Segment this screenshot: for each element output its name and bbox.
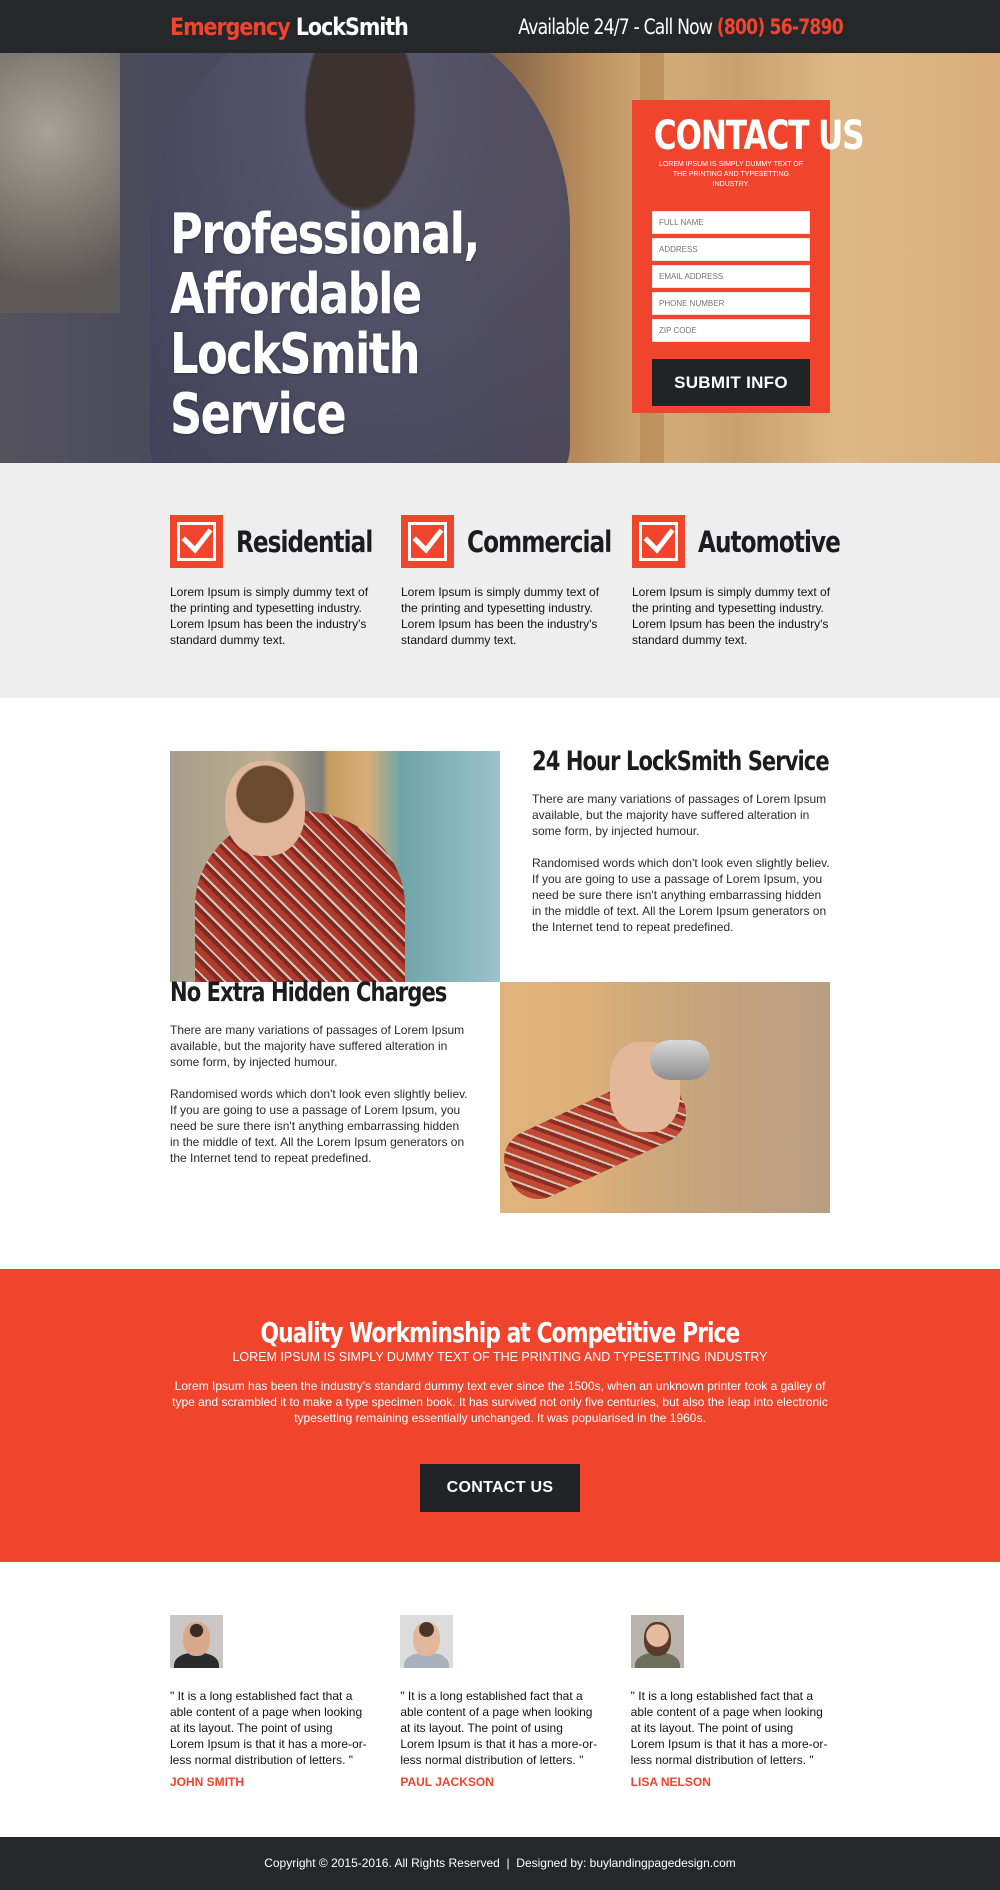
submit-info-button[interactable]: SUBMIT INFO: [652, 359, 810, 406]
testimonial-quote: " It is a long established fact that a able content of a page when looking at its layout. The point of using Lorem Ipsum is that it has a more-or-less normal distribution of letters. ": [630, 1689, 828, 1767]
service-header: [401, 515, 612, 568]
checkbox-icon: [401, 515, 454, 568]
top-header: [0, 0, 1000, 53]
hero-headline-line2: LockSmith Service: [170, 322, 419, 447]
logo-locksmith: LockSmith: [295, 12, 408, 41]
feature-paragraph: Randomised words which don't look even slightly believ. If you are going to use a passage of Lorem Ipsum, you need be sure there isn't anything embarrassing hidden in the middle of text. All the Lorem Ipsum generators on the Internet tend to repeat predefined.: [170, 1087, 468, 1165]
feature-paragraph: There are many variations of passages of Lorem Ipsum available, but the majority have suffered alteration in some form, by injected humour.: [170, 1023, 465, 1069]
services-section: [0, 463, 1000, 698]
service-header: [170, 515, 373, 568]
avatar: [631, 1615, 684, 1668]
cta-subtitle: LOREM IPSUM IS SIMPLY DUMMY TEXT OF THE PRINTING AND TYPESETTING INDUSTRY: [232, 1350, 768, 1364]
door-knob-repair-image: [500, 982, 830, 1213]
cta-text: Lorem Ipsum has been the industry's standard dummy text ever since the 1500s, when an unknown printer took a galley of type and scrambled it to make a type specimen book. It has survived not only five centuries, but also the leap into electronic typesetting remaining essentially unchanged. It was popularised in the 1960s.: [172, 1379, 828, 1425]
avatar: [400, 1615, 453, 1668]
service-header: [632, 515, 840, 568]
avatar: [170, 1615, 223, 1668]
footer: [0, 1837, 1000, 1890]
feature-24-hour: [532, 746, 832, 935]
locksmith-installing-lock-image: [170, 751, 500, 982]
contact-us-button[interactable]: CONTACT US: [420, 1464, 580, 1512]
service-description: Lorem Ipsum is simply dummy text of the printing and typesetting industry. Lorem Ipsum has been the industry's standard dummy text.: [170, 585, 369, 647]
footer-copyright: Copyright © 2015-2016. All Rights Reserved | Designed by: buylandingpagedesign.com: [264, 1856, 736, 1870]
hero-headline-line1: Professional, Affordable: [170, 202, 479, 327]
testimonial-card: [400, 1615, 599, 1789]
contact-form-subtitle: LOREM IPSUM IS SIMPLY DUMMY TEXT OF THE PRINTING AND TYPESETTING INDUSTRY.: [658, 161, 804, 188]
hero-background-wall: [0, 53, 120, 313]
logo-emergency: Emergency: [170, 12, 290, 41]
hero-section: [0, 53, 1000, 463]
checkbox-icon: [632, 515, 685, 568]
availability-text: Available 24/7 - Call Now: [517, 14, 712, 39]
feature-title: No Extra Hidden Charges: [170, 977, 447, 1008]
logo[interactable]: [170, 13, 408, 41]
service-description: Lorem Ipsum is simply dummy text of the printing and typesetting industry. Lorem Ipsum has been the industry's standard dummy text.: [401, 585, 600, 647]
service-title: Commercial: [467, 524, 612, 559]
service-automotive: [632, 515, 840, 648]
service-description: Lorem Ipsum is simply dummy text of the printing and typesetting industry. Lorem Ipsum has been the industry's standard dummy text.: [632, 585, 831, 647]
contact-form: [632, 100, 864, 413]
cta-section: [0, 1269, 1000, 1562]
checkbox-icon: [170, 515, 223, 568]
full-name-field[interactable]: [652, 211, 810, 234]
hero-headline: [170, 202, 546, 447]
feature-title: 24 Hour LockSmith Service: [532, 746, 829, 777]
testimonial-quote: " It is a long established fact that a able content of a page when looking at its layout. The point of using Lorem Ipsum is that it has a more-or-less normal distribution of letters. ": [170, 1689, 367, 1767]
service-title: Automotive: [698, 524, 840, 559]
contact-form-title: CONTACT US: [653, 113, 864, 159]
service-title: Residential: [236, 524, 373, 559]
testimonial-name: JOHN SMITH: [170, 1775, 245, 1789]
testimonial-card: [170, 1615, 369, 1789]
testimonial-name: PAUL JACKSON: [400, 1775, 494, 1789]
email-field[interactable]: [652, 265, 810, 288]
feature-no-hidden-charges: [170, 977, 470, 1166]
phone-number[interactable]: (800) 56-7890: [716, 14, 843, 39]
contact-form-fields: [652, 211, 810, 342]
testimonials-section: [0, 1562, 1000, 1837]
service-residential: [170, 515, 373, 648]
testimonial-card: [631, 1615, 830, 1789]
feature-paragraph: There are many variations of passages of Lorem Ipsum available, but the majority have suffered alteration in some form, by injected humour.: [532, 792, 827, 838]
service-commercial: [401, 515, 612, 648]
phone-field[interactable]: [652, 292, 810, 315]
features-section: [0, 698, 1000, 1269]
testimonial-quote: " It is a long established fact that a able content of a page when looking at its layout. The point of using Lorem Ipsum is that it has a more-or-less normal distribution of letters. ": [400, 1689, 598, 1767]
cta-title: Quality Workminship at Competitive Price: [260, 1316, 740, 1349]
feature-paragraph: Randomised words which don't look even slightly believ. If you are going to use a passage of Lorem Ipsum, you need be sure there isn't anything embarrassing hidden in the middle of text. All the Lorem Ipsum generators on the Internet tend to repeat predefined.: [532, 856, 830, 934]
zip-code-field[interactable]: [652, 319, 810, 342]
call-now: [518, 15, 843, 39]
testimonial-name: LISA NELSON: [630, 1775, 711, 1789]
address-field[interactable]: [652, 238, 810, 261]
